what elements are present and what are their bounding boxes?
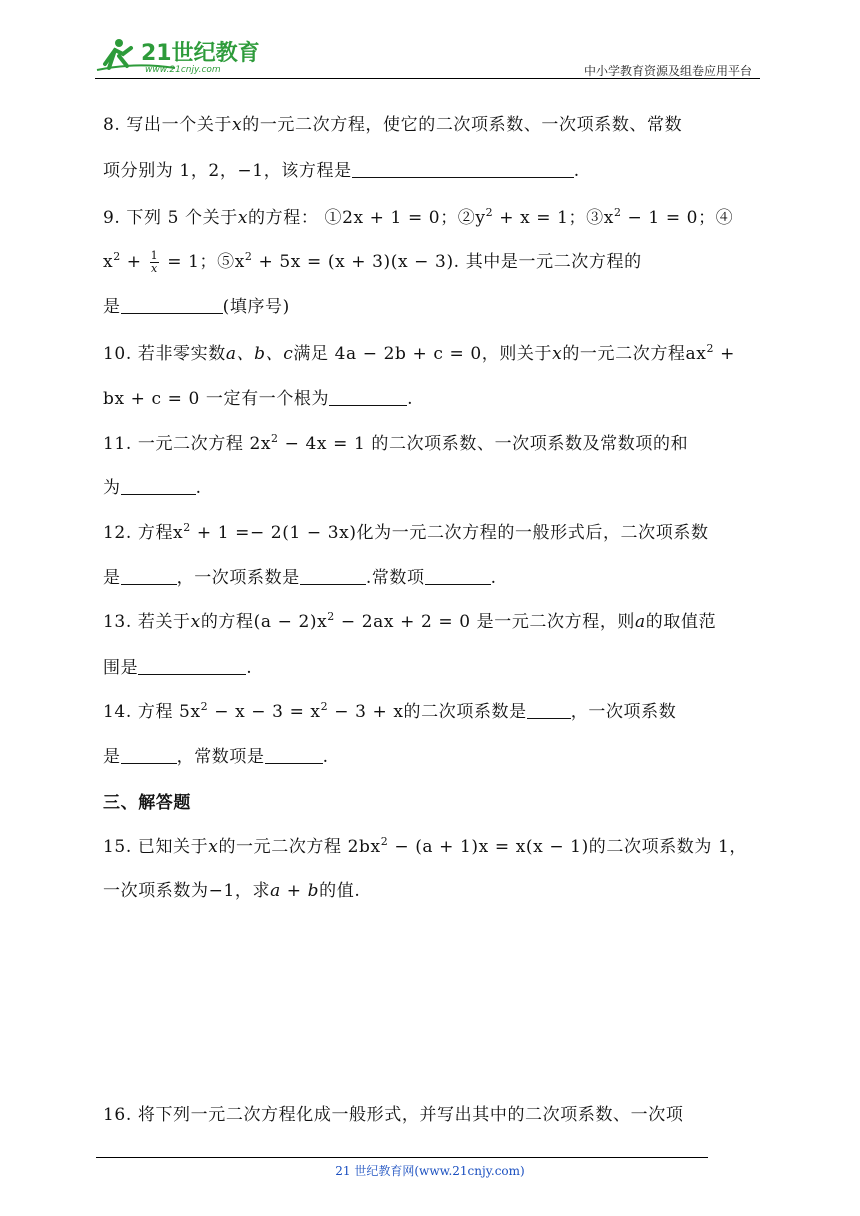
q11-answer-blank[interactable] [121, 478, 196, 495]
q11-line1: 11. 一元二次方程 $2x^2 - 4x = 1$ 的二次项系数、一次项系数及常数项的和 [103, 432, 689, 454]
q12-line2: 是 ，一次项系数是 .常数项 . [103, 568, 497, 588]
q14-line1: 14. 方程 $5x^2 - x - 3 = x^2 - 3 + x$的二次项系数是 ，一次项系数 [103, 700, 677, 722]
page-header [95, 28, 760, 78]
q14-blank-constant[interactable] [265, 747, 323, 764]
page-footer[interactable]: 21 世纪教育网(www.21cnjy.com) [335, 1164, 525, 1178]
q9-fraction: $\frac{1}{x}$ [150, 249, 159, 275]
q11-line2: 为 . [103, 478, 202, 498]
footer-rule [96, 1157, 708, 1158]
section-heading: 三、解答题 [103, 793, 191, 813]
site-logo [95, 34, 265, 74]
q15-line1: 15. 已知关于x的一元二次方程 $2bx^2 - (a + 1)x = x(x - 1)$的二次项系数为 1， [103, 835, 748, 857]
logo-text: 21世纪教育 [141, 41, 260, 66]
q9-line2: $x^2$ + $\frac{1}{x}$ = 1；$⑤x^2 + 5x = (x + 3)(x - 3)$. 其中是一元二次方程的 [103, 249, 642, 275]
q9-answer-blank[interactable] [121, 297, 223, 314]
q12-blank-constant[interactable] [425, 568, 491, 585]
q9-line1: 9. 下列 5 个关于x的方程： ①2x + 1 = 0；$②y^2 + x = 1$；$③x^2 - 1 = 0$；④ [103, 206, 734, 228]
q15-line2: 一次项系数为−1，求a + b的值. [103, 881, 361, 901]
q13-line1: 13. 若关于x的方程$(a - 2)x^2 - 2ax + 2 = 0$ 是一元二次方程，则a的取值范 [103, 610, 717, 632]
q12-blank-linear[interactable] [300, 568, 366, 585]
q14-blank-quadratic[interactable] [527, 702, 571, 719]
q12-blank-quadratic[interactable] [121, 568, 177, 585]
q14-blank-linear[interactable] [121, 747, 177, 764]
logo-url: www.21cnjy.com [145, 65, 221, 74]
header-tagline: 中小学教育资源及组卷应用平台 [583, 64, 752, 78]
q9-line3: 是 (填序号) [103, 297, 290, 317]
header-rule [95, 78, 760, 79]
q10-line1: 10. 若非零实数a、b、c满足 4a − 2b + c = 0，则关于x的一元二次方程$ax^2$ + [103, 342, 735, 364]
q8-line1: 8. 写出一个关于x的一元二次方程，使它的二次项系数、一次项系数、常数 [103, 115, 683, 135]
q14-line2: 是 ，常数项是 . [103, 747, 329, 767]
q13-answer-blank[interactable] [138, 658, 246, 675]
q10-answer-blank[interactable] [329, 389, 407, 406]
q10-line2: bx + c = 0 一定有一个根为 . [103, 389, 414, 409]
q16-line1: 16. 将下列一元二次方程化成一般形式，并写出其中的二次项系数、一次项 [103, 1105, 684, 1125]
q8-line2: 项分别为 1，2，−1，该方程是 . [103, 161, 580, 181]
q8-answer-blank[interactable] [352, 161, 574, 178]
q12-line1: 12. 方程$x^2 + 1 =- 2(1 - 3x)$化为一元二次方程的一般形式后，二次项系数 [103, 521, 709, 543]
q13-line2: 围是 . [103, 658, 253, 678]
